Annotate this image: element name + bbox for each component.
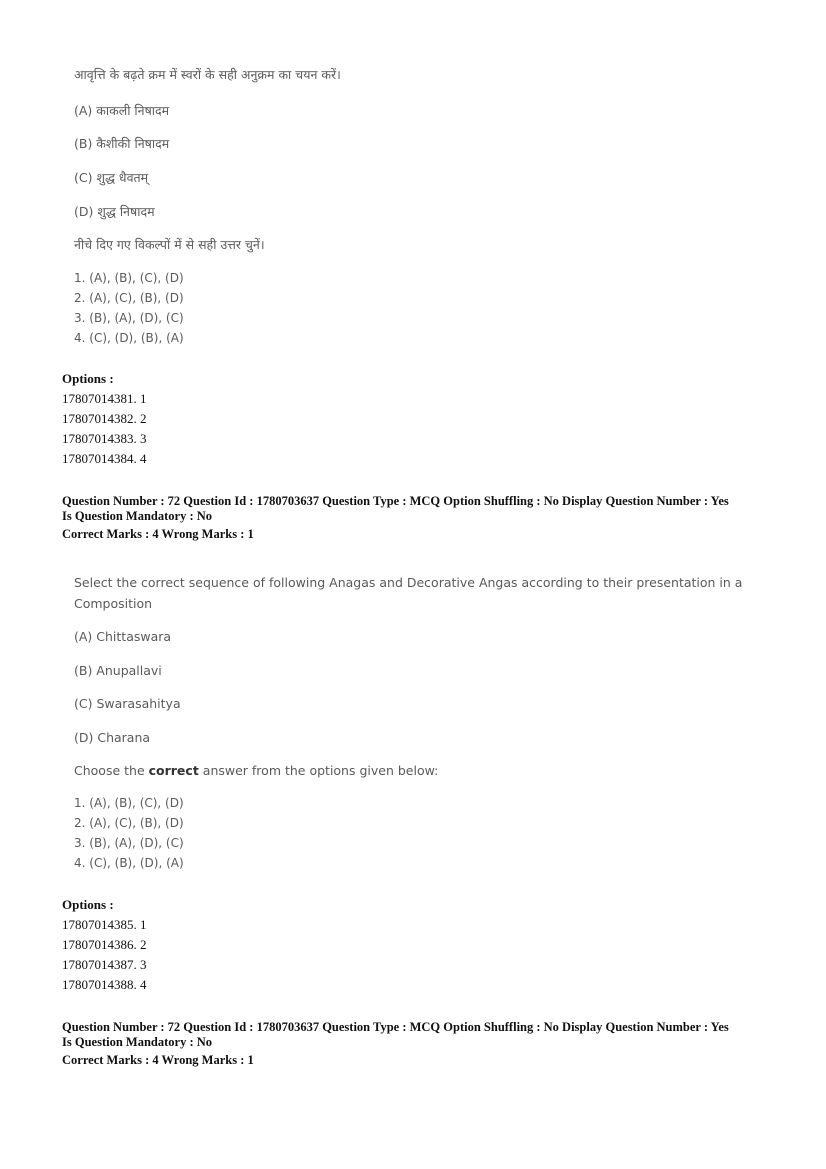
question-2-item-c: (C) Swarasahitya — [74, 696, 181, 711]
question-1-item-b: (B) कैशीकी निषादम — [74, 136, 170, 151]
question-2-choice-2: 2. (A), (C), (B), (D) — [74, 816, 184, 830]
question-1-item-c: (C) शुद्ध धैवतम् — [74, 170, 149, 185]
question-meta-line-2: Question Number : 72 Question Id : 1780703637 Question Type : MCQ Option Shuffling : No Display Question Number : Yes — [62, 1020, 729, 1034]
question-1-item-d: (D) शुद्ध निषादम — [74, 204, 155, 219]
option-id-7: 17807014387. 3 — [62, 957, 147, 972]
option-id-2: 17807014382. 2 — [62, 411, 147, 426]
question-2-choice-1: 1. (A), (B), (C), (D) — [74, 796, 184, 810]
instruction-bold: correct — [148, 763, 199, 778]
question-1-image — [74, 66, 774, 356]
question-2-item-b: (B) Anupallavi — [74, 663, 162, 678]
option-id-1: 17807014381. 1 — [62, 391, 147, 406]
question-2-item-a: (A) Chittaswara — [74, 629, 172, 644]
option-id-8: 17807014388. 4 — [62, 977, 147, 992]
instruction-post: answer from the options given below: — [198, 763, 439, 778]
question-1-choice-1: 1. (A), (B), (C), (D) — [74, 271, 184, 285]
question-2-stem-line-2: Composition — [74, 596, 153, 611]
question-1-choice-2: 2. (A), (C), (B), (D) — [74, 291, 184, 305]
question-1-instruction: नीचे दिए गए विकल्पों में से सही उत्तर चुनें। — [74, 237, 265, 252]
question-2-image — [74, 575, 774, 875]
question-2-stem-line-1: Select the correct sequence of following Anagas and Decorative Angas according to their presentation in a — [74, 575, 743, 590]
marks-line: Correct Marks : 4 Wrong Marks : 1 — [62, 527, 254, 541]
instruction-pre: Choose the — [74, 763, 149, 778]
options-label-1: Options : — [62, 371, 114, 386]
option-id-6: 17807014386. 2 — [62, 937, 147, 952]
question-mandatory-line: Is Question Mandatory : No — [62, 509, 213, 523]
question-2-choice-3: 3. (B), (A), (D), (C) — [74, 836, 184, 850]
question-1-choice-3: 3. (B), (A), (D), (C) — [74, 311, 184, 325]
question-1-stem: आवृत्ति के बढ़ते क्रम में स्वरों के सही अनुक्रम का चयन करें। — [74, 67, 341, 82]
marks-line-2: Correct Marks : 4 Wrong Marks : 1 — [62, 1053, 254, 1067]
option-id-5: 17807014385. 1 — [62, 917, 147, 932]
question-1-choice-4: 4. (C), (D), (B), (A) — [74, 331, 184, 345]
question-2-instruction — [74, 763, 438, 778]
question-1-item-a: (A) काकली निषादम — [74, 103, 170, 118]
option-id-4: 17807014384. 4 — [62, 451, 147, 466]
question-meta-line-1: Question Number : 72 Question Id : 1780703637 Question Type : MCQ Option Shuffling : No Display Question Number : Yes — [62, 494, 729, 508]
options-label-2: Options : — [62, 897, 114, 912]
question-2-choice-4: 4. (C), (B), (D), (A) — [74, 856, 184, 870]
question-mandatory-line-2: Is Question Mandatory : No — [62, 1035, 213, 1049]
question-2-item-d: (D) Charana — [74, 730, 151, 745]
option-id-3: 17807014383. 3 — [62, 431, 147, 446]
